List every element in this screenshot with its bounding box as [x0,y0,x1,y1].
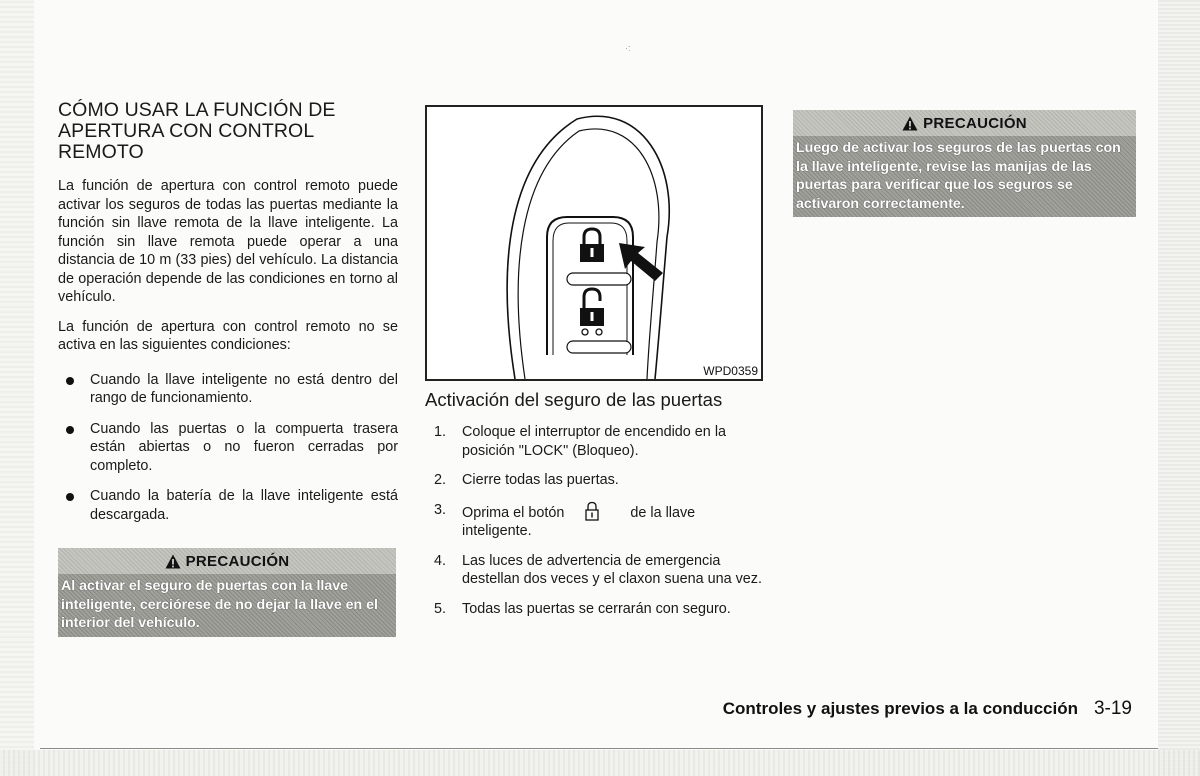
step-number: 1. [434,424,447,440]
caution-title: PRECAUCIÓN [185,552,290,570]
step-number: 5. [434,600,447,617]
footer-section-title: Controles y ajustes previos a la conducción [722,699,1078,718]
step-number: 2. [434,472,447,488]
steps-list [425,423,767,618]
key-fob-figure [425,105,763,381]
warning-triangle-icon [902,116,918,131]
scan-edge-bottom [0,750,1200,776]
list-item [58,487,398,524]
step-text: Las luces de advertencia de emergencia destellan dos veces y el claxon suena una vez. [462,552,762,587]
right-column [793,110,1136,217]
scan-edge-left [0,0,34,776]
scan-speck: ·: [625,43,631,53]
list-item-text: Cuando la llave inteligente no está dentro del rango de funcionamiento. [90,371,398,406]
list-item [58,371,398,408]
middle-column [425,105,767,629]
bullet-icon [66,377,74,385]
caution-title: PRECAUCIÓN [923,114,1027,132]
step-text-after: de la llave inteligente. [462,504,696,539]
intro-paragraph: La función de apertura con control remoto puede activar los seguros de todas las puertas mediante la función sin llave remota de la llave inteligente. La función sin llave remota puede operar a una distancia de 10 m (33 pies) del vehículo. La distancia de operación depende de las condiciones en torno al vehículo. [58,178,398,305]
step-text: Coloque el interruptor de encendido en la posición "LOCK" (Bloqueo). [462,424,727,459]
caution-text: Al activar el seguro de puertas con la llave inteligente, cerciórese de no dejar la llave en el interior del vehículo. [58,574,396,637]
section-heading: CÓMO USAR LA FUNCIÓN DE APERTURA CON CONTROL REMOTO [58,99,336,163]
step-text: Todas las puertas se cerrarán con seguro. [462,600,731,617]
left-column [58,100,398,637]
list-item [425,501,767,541]
caution-box [58,548,396,637]
conditions-list [58,371,398,525]
caution-box [793,110,1136,217]
unlock-icon [580,289,604,335]
step-number: 3. [434,501,447,518]
bullet-icon [66,493,74,501]
list-item-text: Cuando las puertas o la compuerta trasera están abiertas o no fueron cerradas por completo. [90,420,398,474]
bottom-rule [40,748,1158,749]
lock-icon [580,229,604,262]
caution-header [793,110,1136,136]
list-item [425,552,767,589]
lock-button-icon [584,501,600,521]
page-number: 3-19 [1093,698,1132,719]
bullet-icon [66,426,74,434]
list-item-text: Cuando la batería de la llave inteligente está descargada. [90,488,398,523]
figure-code: WPD0359 [703,364,758,378]
step-text-before: Oprima el botón [462,504,565,521]
list-item [425,600,767,619]
list-item [425,423,767,460]
page-footer [723,698,1132,720]
conditions-paragraph: La función de apertura con control remoto no se activa en las siguientes condiciones: [58,318,398,353]
step-number: 4. [434,552,447,569]
step-text: Cierre todas las puertas. [462,472,619,488]
key-fob-illustration [427,107,761,379]
warning-triangle-icon [165,554,181,569]
caution-text: Luego de activar los seguros de las puertas con la llave inteligente, revise las manijas de las puertas para verificar que los seguros se activaron correctamente. [793,136,1136,217]
list-item [425,471,767,490]
subsection-heading: Activación del seguro de las puertas [425,389,723,410]
caution-header [58,548,396,574]
scan-edge-right [1158,0,1200,776]
list-item [58,420,398,476]
